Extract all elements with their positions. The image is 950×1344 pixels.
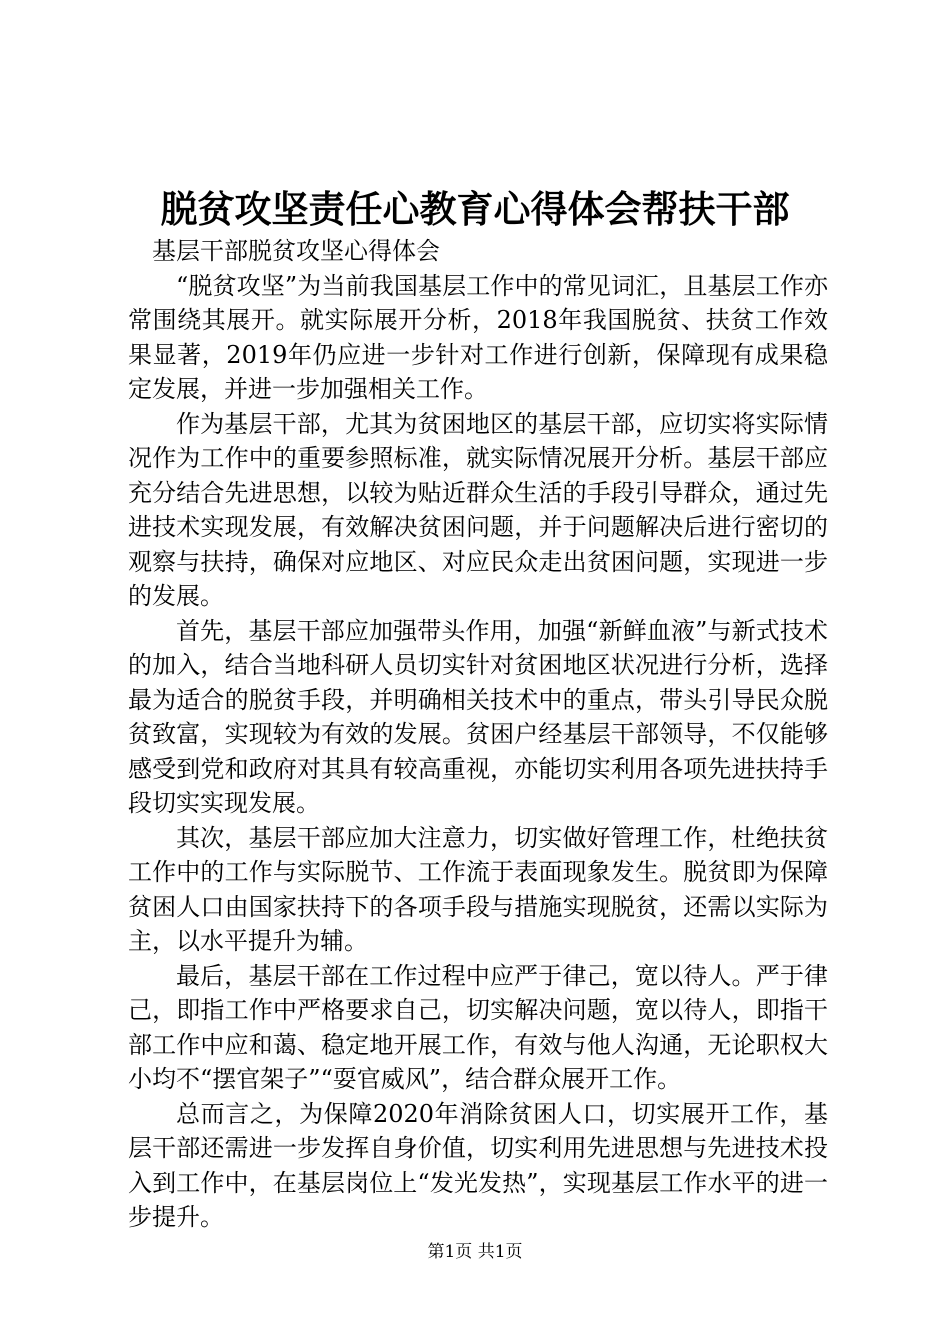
document-title: 脱贫攻坚责任心教育心得体会帮扶干部 [160, 187, 790, 231]
paragraph: 其次，基层干部应加大注意力，切实做好管理工作，杜绝扶贫工作中的工作与实际脱节、工作流于表面现象发生。脱贫即为保障贫困人口由国家扶持下的各项手段与措施实现脱贫，还需以实际为主，以水平提升为辅。 [128, 823, 828, 955]
paragraph: 最后，基层干部在工作过程中应严于律己，宽以待人。严于律己，即指工作中严格要求自己，切实解决问题，宽以待人，即指干部工作中应和蔼、稳定地开展工作，有效与他人沟通，无论职权大小均不“摆官架子”“耍官威风”，结合群众展开工作。 [128, 961, 828, 1093]
document-body [128, 234, 828, 1235]
paragraph: 首先，基层干部应加强带头作用，加强“新鲜血液”与新式技术的加入，结合当地科研人员切实针对贫困地区状况进行分析，选择最为适合的脱贫手段，并明确相关技术中的重点，带头引导民众脱贫致富，实现较为有效的发展。贫困户经基层干部领导，不仅能够感受到党和政府对其具有较高重视，亦能切实利用各项先进扶持手段切实实现发展。 [128, 616, 828, 817]
paragraph: “脱贫攻坚”为当前我国基层工作中的常见词汇，且基层工作亦常围绕其展开。就实际展开分析，2018年我国脱贫、扶贫工作效果显著，2019年仍应进一步针对工作进行创新，保障现有成果稳定发展，并进一步加强相关工作。 [128, 271, 828, 403]
page-footer: 第1页 共1页 [427, 1242, 523, 1262]
paragraph: 作为基层干部，尤其为贫困地区的基层干部，应切实将实际情况作为工作中的重要参照标准，就实际情况展开分析。基层干部应充分结合先进思想，以较为贴近群众生活的手段引导群众，通过先进技术实现发展，有效解决贫困问题，并于问题解决后进行密切的观察与扶持，确保对应地区、对应民众走出贫困问题，实现进一步的发展。 [128, 409, 828, 610]
paragraph: 总而言之，为保障2020年消除贫困人口，切实展开工作，基层干部还需进一步发挥自身价值，切实利用先进思想与先进技术投入到工作中，在基层岗位上“发光发热”，实现基层工作水平的进一步提升。 [128, 1099, 828, 1231]
document-subtitle: 基层干部脱贫攻坚心得体会 [152, 237, 440, 265]
